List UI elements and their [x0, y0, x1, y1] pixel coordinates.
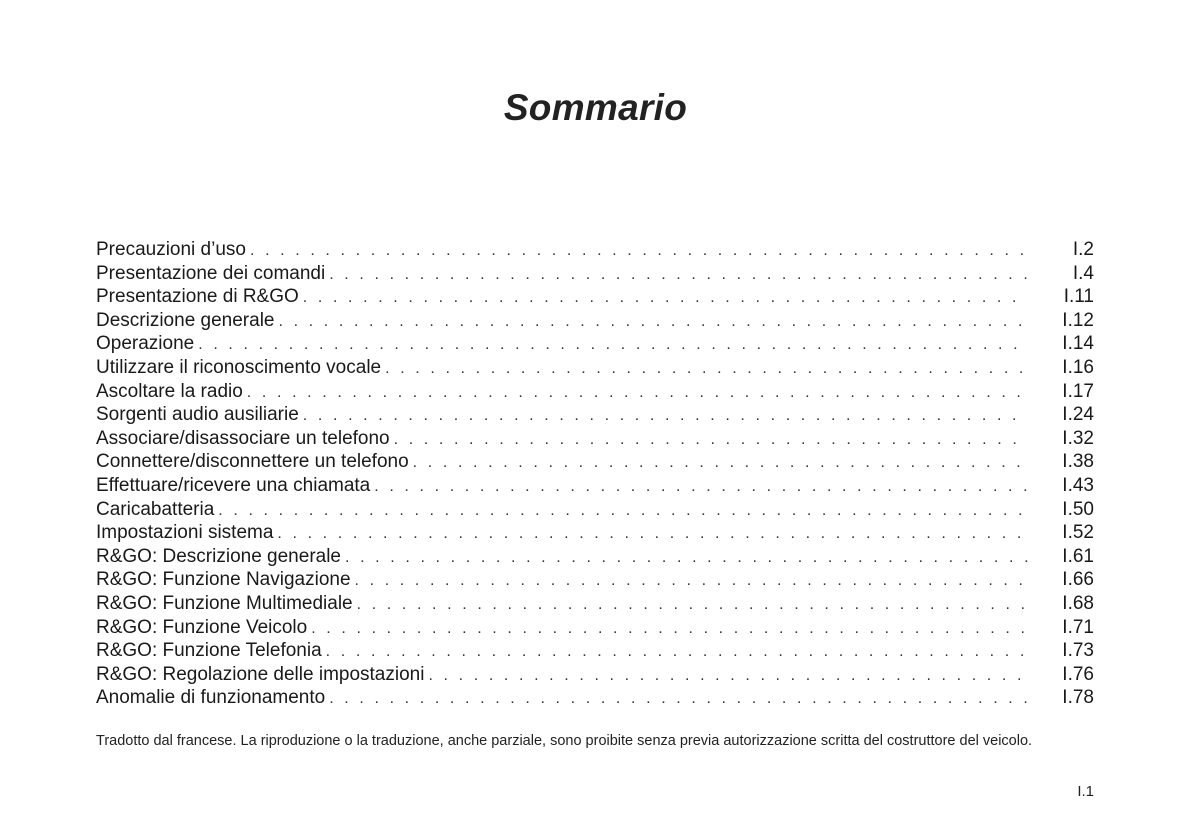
toc-entry-label: Descrizione generale — [96, 309, 275, 331]
toc-entry-page: I.16 — [1062, 356, 1094, 378]
toc-entry-page: I.50 — [1062, 498, 1094, 520]
toc-entry[interactable] — [96, 238, 1094, 262]
copyright-note: Tradotto dal francese. La riproduzione o la traduzione, anche parziale, sono proibite senza previa autorizzazione scritta del costruttore del veicolo. — [96, 732, 1033, 749]
dot-leader — [307, 617, 1028, 641]
dot-leader — [273, 522, 1028, 546]
toc-entry-label: R&GO: Descrizione generale — [96, 545, 341, 567]
toc-entry-page: I.61 — [1062, 545, 1094, 567]
toc-entry-page: I.78 — [1062, 687, 1094, 709]
toc-entry[interactable] — [96, 521, 1094, 545]
table-of-contents — [96, 238, 1094, 710]
toc-entry-label: Associare/disassociare un telefono — [96, 427, 390, 449]
toc-entry[interactable] — [96, 639, 1094, 663]
toc-entry-page: I.4 — [1072, 262, 1094, 284]
toc-entry-label: R&GO: Funzione Navigazione — [96, 569, 351, 591]
toc-entry-page: I.43 — [1062, 474, 1094, 496]
toc-entry-page: I.38 — [1062, 451, 1094, 473]
toc-entry-page: I.11 — [1063, 286, 1094, 308]
dot-leader — [275, 310, 1029, 334]
toc-entry[interactable] — [96, 285, 1094, 309]
toc-entry-label: R&GO: Funzione Multimediale — [96, 592, 353, 614]
toc-entry-page: I.24 — [1062, 404, 1094, 426]
toc-entry-page: I.76 — [1062, 663, 1094, 685]
toc-entry[interactable] — [96, 380, 1094, 404]
toc-entry[interactable] — [96, 568, 1094, 592]
toc-entry-label: R&GO: Funzione Telefonia — [96, 640, 322, 662]
toc-entry[interactable] — [96, 427, 1094, 451]
dot-leader — [322, 640, 1028, 664]
toc-entry[interactable] — [96, 450, 1094, 474]
toc-entry-page: I.2 — [1072, 239, 1094, 260]
toc-entry-label: Impostazioni sistema — [96, 522, 274, 544]
toc-entry-label: Connettere/disconnettere un telefono — [96, 451, 409, 473]
toc-entry-label: Caricabatteria — [96, 498, 215, 520]
toc-entry[interactable] — [96, 262, 1094, 286]
toc-entry[interactable] — [96, 592, 1094, 616]
toc-entry[interactable] — [96, 663, 1094, 687]
dot-leader — [214, 499, 1028, 523]
page-title: Sommario — [503, 86, 688, 128]
toc-entry[interactable] — [96, 616, 1094, 640]
toc-entry-label: Ascoltare la radio — [96, 380, 243, 402]
dot-leader — [351, 569, 1028, 593]
toc-entry-label: Utilizzare il riconoscimento vocale — [96, 356, 382, 378]
toc-entry-page: I.66 — [1062, 569, 1094, 591]
toc-entry-label: Operazione — [96, 333, 195, 355]
toc-entry-label: Effettuare/ricevere una chiamata — [96, 474, 371, 496]
toc-entry-page: I.32 — [1062, 427, 1094, 449]
toc-entry-page: I.73 — [1062, 640, 1094, 662]
dot-leader — [409, 451, 1028, 475]
toc-entry[interactable] — [96, 332, 1094, 356]
dot-leader — [299, 286, 1028, 310]
toc-entry[interactable] — [96, 545, 1094, 569]
toc-entry-page: I.14 — [1062, 333, 1094, 355]
dot-leader — [299, 404, 1028, 428]
page-number: I.1 — [1077, 783, 1094, 800]
toc-entry-label: R&GO: Funzione Veicolo — [96, 616, 308, 638]
dot-leader — [243, 381, 1028, 405]
toc-entry-label: Anomalie di funzionamento — [96, 687, 326, 709]
dot-leader — [325, 687, 1028, 711]
toc-entry[interactable] — [96, 498, 1094, 522]
toc-entry-page: I.52 — [1062, 522, 1094, 544]
toc-entry-page: I.68 — [1062, 592, 1094, 614]
toc-entry-page: I.12 — [1062, 309, 1094, 331]
toc-entry-page: I.17 — [1062, 380, 1094, 402]
dot-leader — [325, 263, 1028, 287]
toc-entry-label: R&GO: Regolazione delle impostazioni — [96, 663, 425, 685]
toc-entry-label: Sorgenti audio ausiliarie — [96, 404, 299, 426]
dot-leader — [246, 239, 1028, 263]
toc-entry[interactable] — [96, 686, 1094, 710]
dot-leader — [370, 475, 1028, 499]
toc-entry-label: Presentazione di R&GO — [96, 286, 299, 308]
toc-entry[interactable] — [96, 474, 1094, 498]
toc-entry-page: I.71 — [1062, 616, 1094, 638]
toc-entry-label: Presentazione dei comandi — [96, 262, 326, 284]
dot-leader — [381, 357, 1028, 381]
toc-entry[interactable] — [96, 356, 1094, 380]
dot-leader — [194, 333, 1028, 357]
toc-entry-label: Precauzioni d’uso — [96, 239, 246, 260]
dot-leader — [341, 546, 1028, 570]
dot-leader — [424, 664, 1028, 688]
dot-leader — [390, 428, 1028, 452]
dot-leader — [353, 593, 1028, 617]
toc-entry[interactable] — [96, 309, 1094, 333]
toc-entry[interactable] — [96, 403, 1094, 427]
